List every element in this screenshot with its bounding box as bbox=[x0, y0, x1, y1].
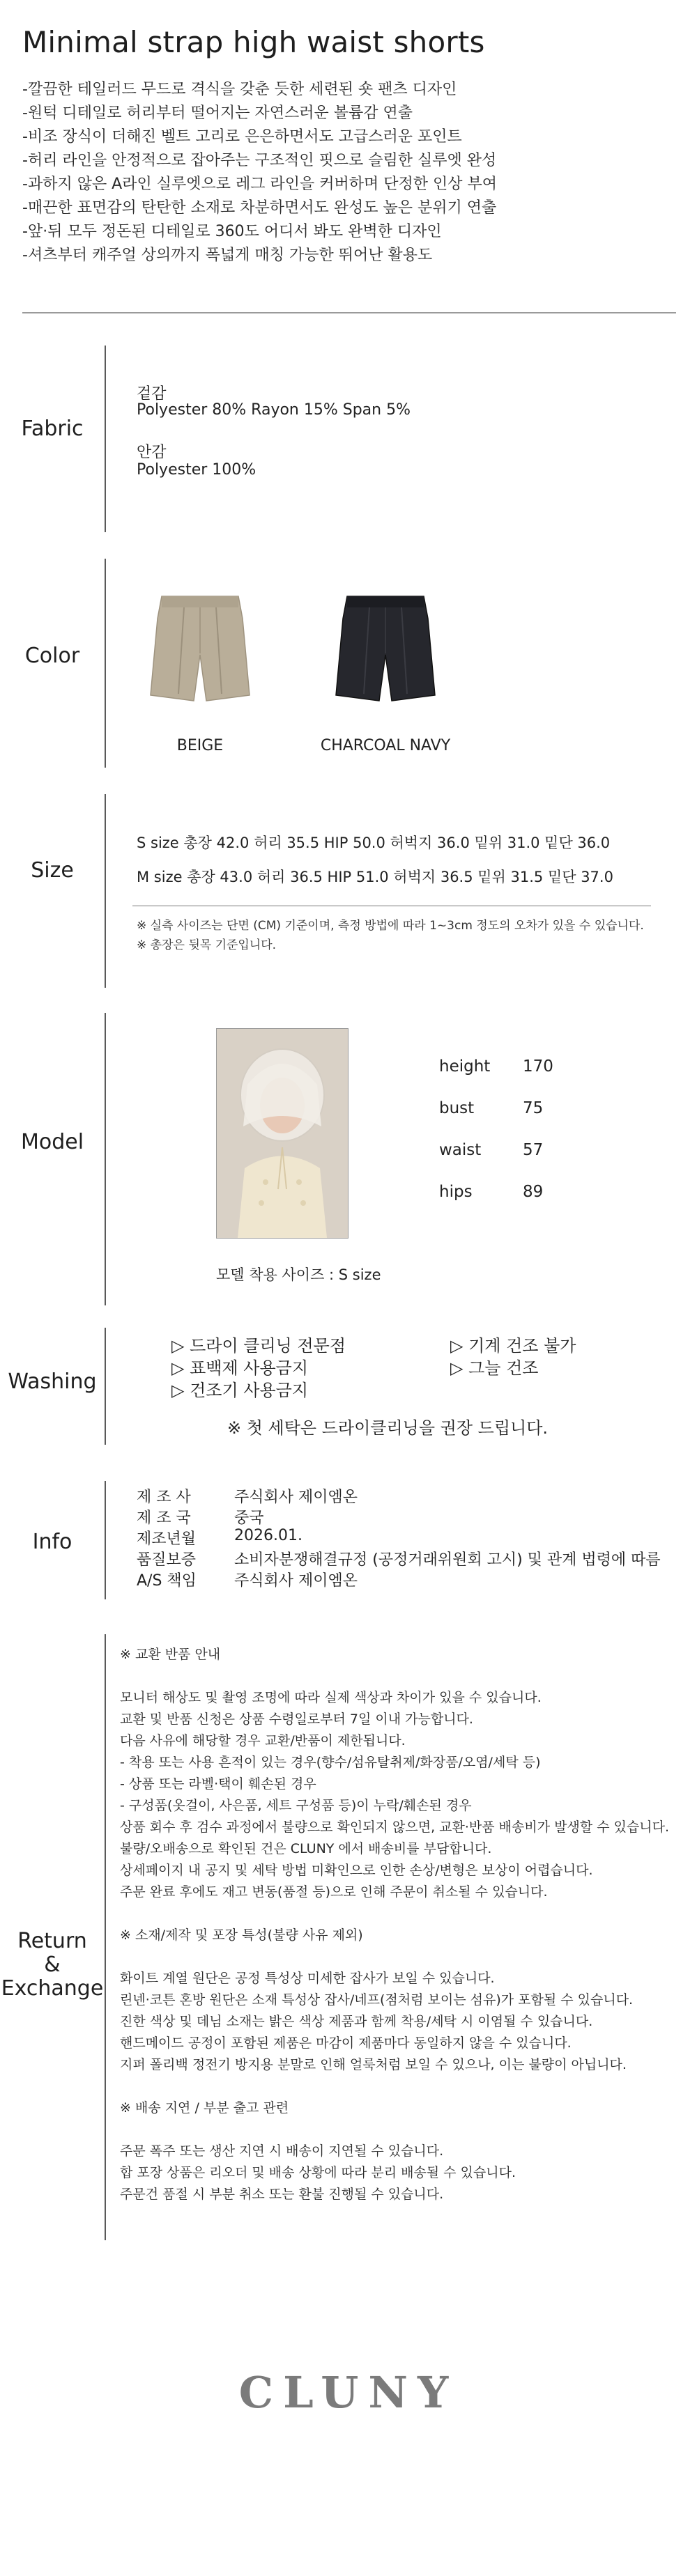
info-key: 제 조 국 bbox=[137, 1510, 191, 1527]
color-option-beige[interactable]: BEIGE bbox=[176, 737, 224, 754]
description-line: -허리 라인을 안정적으로 잡아주는 구조적인 핏으로 슬림한 실루엣 완성 bbox=[22, 152, 497, 169]
washing-item: ▷ 드라이 클리닝 전문점 bbox=[171, 1336, 346, 1356]
return-line bbox=[120, 2076, 669, 2097]
fabric-outer-label: 겉감 bbox=[137, 385, 167, 403]
washing-section-label: Washing bbox=[8, 1370, 97, 1394]
description-line: -깔끔한 테일러드 무드로 격식을 갖춘 듯한 세련된 숏 팬츠 디자인 bbox=[22, 81, 457, 98]
size-row-s: S size 총장 42.0 허리 35.5 HIP 50.0 허벅지 36.0 밑위 31.0 밑단 36.0 bbox=[137, 835, 611, 851]
info-vertical-rule bbox=[105, 1481, 106, 1599]
description-line: -셔츠부터 캐주얼 상의까지 폭넓게 매칭 가능한 뛰어난 활용도 bbox=[22, 247, 433, 264]
return-line: 화이트 계열 원단은 공정 특성상 미세한 잡사가 보일 수 있습니다. bbox=[120, 1971, 495, 1986]
info-key: 제 조 사 bbox=[137, 1489, 191, 1506]
return-line: 다음 사유에 해당할 경우 교환/반품이 제한됩니다. bbox=[120, 1733, 406, 1748]
return-line: - 상품 또는 라벨·택이 훼손된 경우 bbox=[120, 1776, 316, 1792]
fabric-vertical-rule bbox=[105, 346, 106, 532]
return-line: 주문건 품절 시 부분 취소 또는 환불 진행될 수 있습니다. bbox=[120, 2187, 444, 2202]
size-note: ※ 총장은 뒷목 기준입니다. bbox=[137, 938, 277, 952]
model-stat-value: 57 bbox=[523, 1141, 544, 1159]
model-stat-value: 170 bbox=[523, 1057, 553, 1076]
info-value: 주식회사 제이엠온 bbox=[234, 1572, 358, 1590]
return-exchange-section-label bbox=[0, 1930, 105, 2001]
info-key: 제조년월 bbox=[137, 1530, 197, 1548]
washing-item: ▷ 표백제 사용금지 bbox=[171, 1358, 309, 1378]
color-section-label: Color bbox=[24, 644, 80, 668]
return-line: 불량/오배송으로 확인된 건은 CLUNY 에서 배송비를 부담합니다. bbox=[120, 1841, 492, 1856]
info-key: 품질보증 bbox=[137, 1551, 197, 1569]
return-line: 진한 색상 및 데님 소재는 밝은 색상 제품과 함께 착용/세탁 시 이염될 수 있습니다. bbox=[120, 2014, 593, 2029]
return-line: 지퍼 폴리백 정전기 방지용 분말로 인해 얼룩처럼 보일 수 있으나, 이는 불량이 아닙니다. bbox=[120, 2057, 627, 2072]
size-section-label: Size bbox=[31, 858, 74, 883]
return-line: 합 포장 상품은 리오더 및 배송 상황에 따라 분리 배송될 수 있습니다. bbox=[120, 2165, 516, 2180]
description-line: -앞·뒤 모두 정돈된 디테일로 360도 어디서 봐도 완벽한 디자인 bbox=[22, 223, 442, 240]
size-note: ※ 실측 사이즈는 단면 (CM) 기준이며, 측정 방법에 따라 1~3cm 정도의 오차가 있을 수 있습니다. bbox=[137, 919, 644, 933]
info-value: 주식회사 제이엠온 bbox=[234, 1489, 358, 1506]
description-line: -비조 장식이 더해진 벨트 고리로 은은하면서도 고급스러운 포인트 bbox=[22, 128, 462, 146]
fabric-inner-label: 안감 bbox=[137, 444, 167, 461]
return-heading: ※ 배송 지연 / 부분 출고 관련 bbox=[120, 2100, 289, 2116]
washing-item: ▷ 그늘 건조 bbox=[450, 1358, 539, 1378]
return-line: 린넨·코튼 혼방 원단은 소재 특성상 잡사/네프(점처럼 보이는 섬유)가 포함될 수 있습니다. bbox=[120, 1992, 634, 2008]
return-line bbox=[120, 1666, 669, 1687]
model-section-label: Model bbox=[20, 1130, 84, 1154]
color-vertical-rule bbox=[105, 559, 106, 768]
model-stat-key: bust bbox=[439, 1099, 475, 1117]
model-stat-key: waist bbox=[439, 1141, 482, 1159]
info-key: A/S 책임 bbox=[137, 1572, 197, 1590]
size-row-m: M size 총장 43.0 허리 36.5 HIP 51.0 허벅지 36.5 밑위 31.5 밑단 37.0 bbox=[137, 869, 613, 885]
color-option-charcoal-navy[interactable]: CHARCOAL NAVY bbox=[320, 737, 451, 754]
return-line: - 구성품(옷걸이, 사은품, 세트 구성품 등)이 누락/훼손된 경우 bbox=[120, 1798, 472, 1813]
return-line bbox=[120, 2119, 669, 2141]
washing-item: ▷ 기계 건조 불가 bbox=[450, 1336, 576, 1356]
info-value: 중국 bbox=[234, 1510, 264, 1527]
return-line: 주문 폭주 또는 생산 지연 시 배송이 지연될 수 있습니다. bbox=[120, 2143, 444, 2159]
return-line: 교환 및 반품 신청은 상품 수령일로부터 7일 이내 가능합니다. bbox=[120, 1712, 473, 1727]
description-line: -원턱 디테일로 허리부터 떨어지는 자연스러운 볼륨감 연출 bbox=[22, 104, 413, 122]
return-label-line: & bbox=[44, 1953, 61, 1977]
return-line bbox=[120, 1903, 669, 1925]
charcoal-navy-shorts-image[interactable] bbox=[333, 591, 438, 709]
return-heading: ※ 소재/제작 및 포장 특성(불량 사유 제외) bbox=[120, 1927, 363, 1943]
return-line: 핸드메이드 공정이 포함된 제품은 마감이 제품마다 동일하지 않을 수 있습니다. bbox=[120, 2035, 572, 2051]
fabric-outer-value: Polyester 80% Rayon 15% Span 5% bbox=[137, 401, 411, 419]
return-label-line: Return bbox=[17, 1929, 87, 1953]
model-vertical-rule bbox=[105, 1013, 106, 1305]
model-stat-value: 89 bbox=[523, 1183, 544, 1201]
info-section-label: Info bbox=[32, 1530, 72, 1554]
washing-note: ※ 첫 세탁은 드라이클리닝을 권장 드립니다. bbox=[227, 1418, 549, 1438]
model-stat-key: hips bbox=[439, 1183, 473, 1201]
info-value: 소비자분쟁해결규정 (공정거래위원회 고시) 및 관계 법령에 따름 bbox=[234, 1551, 661, 1569]
section-divider bbox=[22, 312, 676, 313]
fabric-inner-value: Polyester 100% bbox=[137, 461, 256, 479]
return-line: 주문 완료 후에도 재고 변동(품절 등)으로 인해 주문이 취소될 수 있습니다. bbox=[120, 1884, 548, 1900]
return-label-line: Exchange bbox=[1, 1976, 104, 2001]
return-line: 상품 회수 후 검수 과정에서 불량으로 확인되지 않으면, 교환·반품 배송비가 발생할 수 있습니다. bbox=[120, 1820, 670, 1835]
return-line: 상세페이지 내 공지 및 세탁 방법 미확인으로 인한 손상/변형은 보상이 어렵습니다. bbox=[120, 1863, 593, 1878]
return-line bbox=[120, 1946, 669, 1968]
return-line: 모니터 해상도 및 촬영 조명에 따라 실제 색상과 차이가 있을 수 있습니다. bbox=[120, 1690, 542, 1705]
return-vertical-rule bbox=[105, 1634, 106, 2240]
description-line: -과하지 않은 A라인 실루엣으로 레그 라인을 커버하며 단정한 인상 부여 bbox=[22, 176, 497, 193]
info-value: 2026.01. bbox=[234, 1527, 302, 1544]
brand-logo: CLUNY bbox=[238, 2367, 459, 2418]
washing-vertical-rule bbox=[105, 1328, 106, 1445]
return-line: - 착용 또는 사용 흔적이 있는 경우(향수/섬유탈취제/화장품/오염/세탁 등) bbox=[120, 1755, 541, 1770]
washing-item: ▷ 건조기 사용금지 bbox=[171, 1381, 309, 1400]
beige-shorts-image[interactable] bbox=[148, 591, 252, 709]
product-description bbox=[22, 78, 497, 267]
model-stat-value: 75 bbox=[523, 1099, 544, 1117]
page-title: Minimal strap high waist shorts bbox=[22, 25, 485, 59]
model-size-caption: 모델 착용 사이즈 : S size bbox=[216, 1266, 381, 1283]
return-heading: ※ 교환 반품 안내 bbox=[120, 1647, 221, 1662]
description-line: -매끈한 표면감의 탄탄한 소재로 차분하면서도 완성도 높은 분위기 연출 bbox=[22, 199, 497, 217]
model-stat-key: height bbox=[439, 1057, 491, 1076]
model-photo bbox=[216, 1028, 348, 1239]
size-vertical-rule bbox=[105, 794, 106, 988]
fabric-section-label: Fabric bbox=[21, 417, 84, 441]
return-policy-text bbox=[120, 1644, 669, 2205]
